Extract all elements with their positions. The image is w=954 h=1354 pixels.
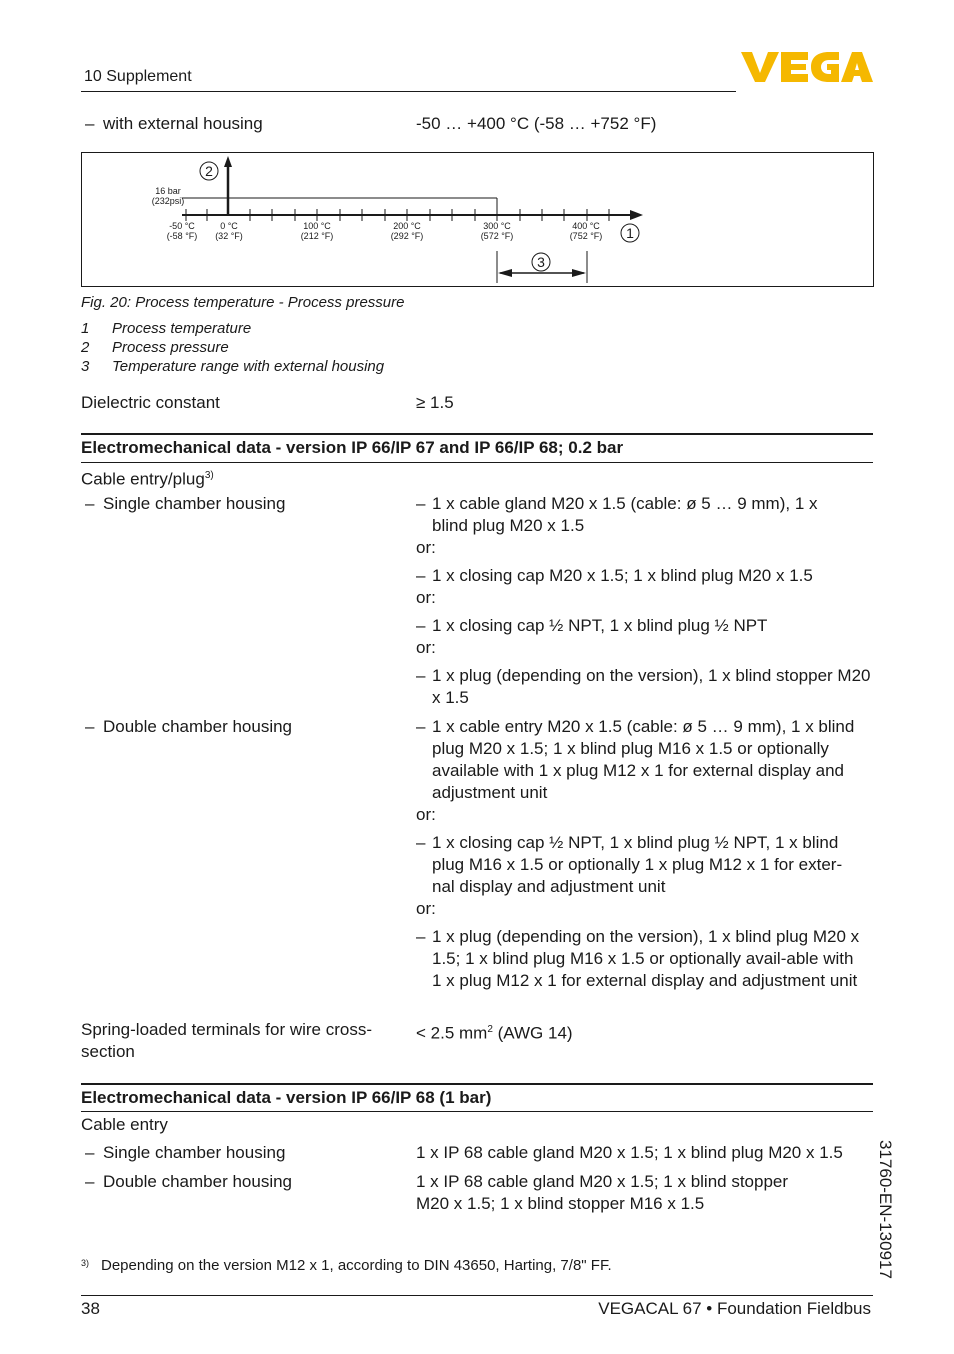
legend-num-1: 1: [81, 320, 90, 337]
single-item-1: 1 x cable gland M20 x 1.5 (cable: ø 5 … 9 mm), 1 x blind plug M20 x 1.5: [432, 494, 818, 535]
dash-marker: –: [85, 717, 95, 736]
single-chamber-label: Single chamber housing: [103, 494, 286, 513]
dash-marker: –: [416, 927, 426, 946]
double-item-2: 1 x closing cap ½ NPT, 1 x blind plug ½ NPT, 1 x blind plug M16 x 1.5 or optionally 1 x plug M12 x 1 for exter-nal display and adjustment unit: [432, 833, 843, 896]
dash-marker: –: [416, 666, 426, 685]
tick-label-2: [295, 221, 339, 241]
tick-c-4: 300 °C: [483, 221, 511, 231]
footer-rule: [81, 1295, 873, 1296]
or-label: or:: [416, 588, 436, 607]
terminals-value-awg: (AWG 14): [492, 1023, 573, 1043]
footnote-text: Depending on the version M12 x 1, according to DIN 43650, Harting, 7/8" FF.: [101, 1257, 612, 1274]
dash-marker: –: [416, 833, 426, 852]
double-item-1: 1 x cable entry M20 x 1.5 (cable: ø 5 … 9 mm), 1 x blind plug M20 x 1.5; 1 x blind plug M16 x 1.5 or optionally available with 1 x plug M12 x 1 for external display and adjustment unit: [432, 717, 855, 802]
tick-c-0: -50 °C: [169, 221, 195, 231]
or-label: or:: [416, 805, 436, 824]
footnote-mark: 3): [81, 1258, 90, 1268]
vega-logo: [741, 49, 873, 85]
double-chamber-label-2: Double chamber housing: [103, 1172, 293, 1191]
header-rule: [81, 91, 736, 92]
double-chamber-value-2b: M20 x 1.5; 1 x blind stopper M16 x 1.5: [416, 1194, 705, 1213]
dash-marker: –: [416, 494, 426, 513]
single-item-4: 1 x plug (depending on the version), 1 x blind stopper M20 x 1.5: [432, 666, 871, 707]
dash-marker: –: [85, 1143, 95, 1162]
single-item-3: 1 x closing cap ½ NPT, 1 x blind plug ½ NPT: [432, 616, 768, 635]
tick-f-4: (572 °F): [480, 231, 514, 241]
terminals-label-1: Spring-loaded terminals for wire cross-: [81, 1020, 372, 1039]
footnote-ref: 3): [204, 470, 214, 481]
tick-c-1: 0 °C: [220, 221, 238, 231]
legend-num-3: 3: [81, 358, 90, 375]
tick-label-1: [207, 221, 251, 241]
dash-marker: –: [416, 717, 426, 736]
dash-marker: –: [416, 566, 426, 585]
tick-f-2: (212 °F): [300, 231, 334, 241]
tick-c-3: 200 °C: [393, 221, 421, 231]
dielectric-label: Dielectric constant: [81, 393, 220, 412]
dash-marker: –: [85, 114, 95, 133]
section2-top-rule: [81, 1083, 873, 1085]
or-label: or:: [416, 538, 436, 557]
section1-top-rule: [81, 433, 873, 435]
document-id: 31760-EN-130917: [876, 1140, 895, 1279]
pressure-label-2: (232psi): [151, 196, 185, 206]
tick-label-0: [160, 221, 204, 241]
single-item-2: 1 x closing cap M20 x 1.5; 1 x blind plug M20 x 1.5: [432, 566, 813, 585]
tick-label-3: [385, 221, 429, 241]
tick-label-4: [475, 221, 519, 241]
legend-text-2: Process pressure: [112, 339, 229, 356]
marker-3-label: 3: [537, 254, 545, 270]
section2-bottom-rule: [81, 1111, 873, 1112]
section1-title: Electromechanical data - version IP 66/IP 67 and IP 66/IP 68; 0.2 bar: [81, 438, 624, 457]
terminals-value: [416, 1019, 573, 1045]
legend-text-1: Process temperature: [112, 320, 252, 337]
legend-num-2: 2: [81, 339, 90, 356]
single-chamber-value-2: 1 x IP 68 cable gland M20 x 1.5; 1 x blind plug M20 x 1.5: [416, 1143, 843, 1162]
single-chamber-label-2: Single chamber housing: [103, 1143, 286, 1162]
cable-entry-plug-text: Cable entry/plug: [81, 469, 205, 489]
dash-marker: –: [85, 1172, 95, 1191]
or-label: or:: [416, 899, 436, 918]
external-housing-label: with external housing: [103, 114, 263, 133]
tick-c-2: 100 °C: [303, 221, 331, 231]
temperature-pressure-diagram: [81, 152, 874, 287]
terminals-value-text: < 2.5 mm: [416, 1023, 488, 1043]
legend-text-3: Temperature range with external housing: [112, 358, 385, 375]
tick-f-1: (32 °F): [215, 231, 243, 241]
pressure-label-1: 16 bar: [155, 186, 181, 196]
tick-f-5: (752 °F): [569, 231, 603, 241]
pressure-axis-arrow: [224, 156, 232, 167]
tick-f-3: (292 °F): [390, 231, 424, 241]
section2-title: Electromechanical data - version IP 66/IP 68 (1 bar): [81, 1088, 492, 1107]
page-number: 38: [81, 1299, 100, 1318]
tick-c-5: 400 °C: [572, 221, 600, 231]
cable-entry-plug-label: [81, 465, 214, 491]
tick-label-5: [564, 221, 608, 241]
or-label: or:: [416, 638, 436, 657]
double-chamber-value-2a: 1 x IP 68 cable gland M20 x 1.5; 1 x blind stopper: [416, 1172, 789, 1191]
double-item-3: 1 x plug (depending on the version), 1 x blind plug M20 x 1.5; 1 x blind plug M16 x 1.5 or optionally avail-able with 1 x plug M12 x 1 for external display and adjustment unit: [432, 927, 860, 990]
dash-marker: –: [85, 494, 95, 513]
dielectric-value: ≥ 1.5: [416, 393, 454, 412]
dash-marker: –: [416, 616, 426, 635]
header-section: 10 Supplement: [84, 68, 192, 85]
external-housing-value: -50 … +400 °C (-58 … +752 °F): [416, 114, 657, 133]
marker-2-label: 2: [205, 163, 213, 179]
tick-f-0: (-58 °F): [166, 231, 198, 241]
temperature-axis-arrow: [630, 210, 643, 220]
marker-1-label: 1: [626, 225, 634, 241]
section1-bottom-rule: [81, 462, 873, 463]
terminals-label-2: section: [81, 1042, 135, 1061]
double-chamber-label: Double chamber housing: [103, 717, 293, 736]
figure-caption: Fig. 20: Process temperature - Process pressure: [81, 294, 405, 311]
terminals-sup: 2: [487, 1024, 493, 1035]
product-name: VEGACAL 67 • Foundation Fieldbus: [598, 1299, 871, 1318]
cable-entry-label: Cable entry: [81, 1115, 168, 1134]
